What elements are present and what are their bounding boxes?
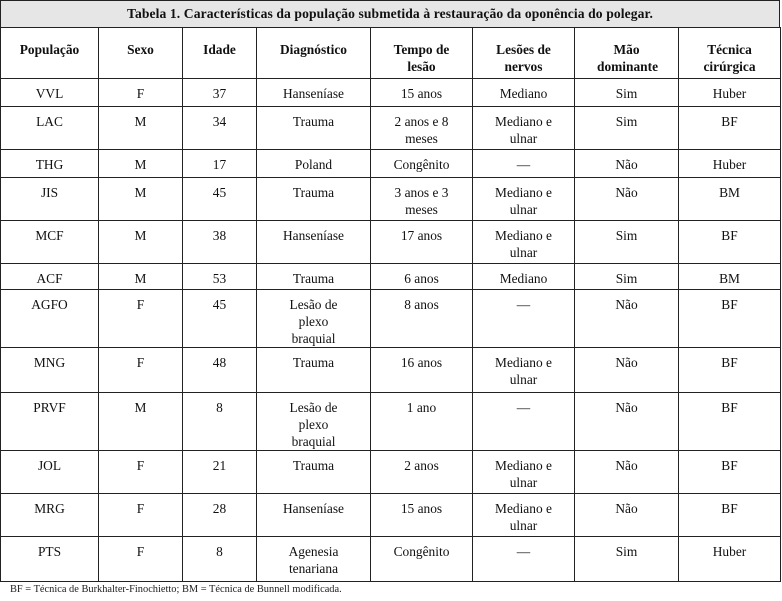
table-row: [1, 79, 781, 107]
cell-diagnostico: Trauma: [257, 451, 371, 494]
cell-tecnica: BF: [679, 348, 781, 393]
cell-tecnica: BF: [679, 221, 781, 264]
cell-lesoes: —: [473, 290, 575, 348]
cell-sexo: M: [99, 107, 183, 150]
cell-idade: 21: [183, 451, 257, 494]
header-tempo: Tempo de lesão: [371, 28, 473, 79]
header-diagnostico: Diagnóstico: [257, 28, 371, 79]
cell-tecnica: BF: [679, 393, 781, 451]
cell-tecnica: BM: [679, 178, 781, 221]
header-tecnica: Técnica cirúrgica: [679, 28, 781, 79]
header-row: [1, 28, 781, 79]
cell-diagnostico: Lesão de plexo braquial: [257, 290, 371, 348]
cell-mao: Não: [575, 290, 679, 348]
cell-diagnostico: Lesão de plexo braquial: [257, 393, 371, 451]
cell-lesoes: —: [473, 150, 575, 178]
table-row: [1, 537, 781, 582]
cell-diagnostico: Hanseníase: [257, 494, 371, 537]
table-row: [1, 290, 781, 348]
header-idade: Idade: [183, 28, 257, 79]
cell-tecnica: BF: [679, 290, 781, 348]
table-row: [1, 494, 781, 537]
footnote: BF = Técnica de Burkhalter-Finochietto; BM = Técnica de Bunnell modificada.: [10, 584, 342, 595]
cell-lesoes: Mediano e ulnar: [473, 178, 575, 221]
cell-tempo: 2 anos e 8 meses: [371, 107, 473, 150]
cell-populacao: MCF: [1, 221, 99, 264]
cell-populacao: VVL: [1, 79, 99, 107]
header-lesoes: Lesões de nervos: [473, 28, 575, 79]
cell-tempo: 17 anos: [371, 221, 473, 264]
cell-mao: Sim: [575, 221, 679, 264]
cell-idade: 45: [183, 178, 257, 221]
cell-tempo: 15 anos: [371, 494, 473, 537]
cell-tempo: Congênito: [371, 150, 473, 178]
cell-idade: 37: [183, 79, 257, 107]
cell-sexo: F: [99, 290, 183, 348]
cell-diagnostico: Trauma: [257, 348, 371, 393]
table-row: [1, 264, 781, 290]
table-title: Tabela 1. Características da população submetida à restauração da oponência do polegar.: [0, 0, 780, 28]
cell-lesoes: Mediano: [473, 264, 575, 290]
cell-lesoes: Mediano: [473, 79, 575, 107]
cell-tecnica: BF: [679, 107, 781, 150]
cell-tecnica: Huber: [679, 150, 781, 178]
cell-tempo: 2 anos: [371, 451, 473, 494]
cell-sexo: M: [99, 393, 183, 451]
cell-mao: Não: [575, 494, 679, 537]
cell-lesoes: Mediano e ulnar: [473, 494, 575, 537]
cell-populacao: JIS: [1, 178, 99, 221]
cell-sexo: F: [99, 494, 183, 537]
cell-diagnostico: Trauma: [257, 178, 371, 221]
cell-populacao: LAC: [1, 107, 99, 150]
table-row: [1, 221, 781, 264]
header-sexo: Sexo: [99, 28, 183, 79]
table-row: [1, 451, 781, 494]
cell-populacao: ACF: [1, 264, 99, 290]
cell-sexo: M: [99, 264, 183, 290]
cell-sexo: M: [99, 150, 183, 178]
cell-lesoes: Mediano e ulnar: [473, 348, 575, 393]
cell-populacao: JOL: [1, 451, 99, 494]
cell-sexo: M: [99, 221, 183, 264]
cell-tempo: 15 anos: [371, 79, 473, 107]
cell-tecnica: BM: [679, 264, 781, 290]
table-row: [1, 107, 781, 150]
cell-tempo: 6 anos: [371, 264, 473, 290]
cell-mao: Não: [575, 178, 679, 221]
cell-idade: 8: [183, 537, 257, 582]
cell-tecnica: Huber: [679, 79, 781, 107]
cell-lesoes: Mediano e ulnar: [473, 221, 575, 264]
cell-mao: Não: [575, 348, 679, 393]
table-row: [1, 393, 781, 451]
cell-idade: 34: [183, 107, 257, 150]
cell-idade: 45: [183, 290, 257, 348]
header-populacao: População: [1, 28, 99, 79]
cell-populacao: MNG: [1, 348, 99, 393]
cell-mao: Não: [575, 393, 679, 451]
cell-tecnica: BF: [679, 451, 781, 494]
cell-diagnostico: Trauma: [257, 264, 371, 290]
cell-mao: Não: [575, 451, 679, 494]
cell-idade: 8: [183, 393, 257, 451]
cell-diagnostico: Hanseníase: [257, 221, 371, 264]
cell-lesoes: —: [473, 393, 575, 451]
cell-mao: Sim: [575, 107, 679, 150]
cell-sexo: F: [99, 348, 183, 393]
cell-idade: 17: [183, 150, 257, 178]
cell-populacao: PRVF: [1, 393, 99, 451]
table-row: [1, 150, 781, 178]
cell-tecnica: Huber: [679, 537, 781, 582]
cell-tempo: 16 anos: [371, 348, 473, 393]
cell-tempo: Congênito: [371, 537, 473, 582]
cell-tempo: 1 ano: [371, 393, 473, 451]
table-row: [1, 348, 781, 393]
cell-lesoes: —: [473, 537, 575, 582]
cell-sexo: F: [99, 79, 183, 107]
cell-idade: 38: [183, 221, 257, 264]
cell-idade: 48: [183, 348, 257, 393]
cell-idade: 53: [183, 264, 257, 290]
cell-lesoes: Mediano e ulnar: [473, 451, 575, 494]
cell-diagnostico: Hanseníase: [257, 79, 371, 107]
cell-populacao: AGFO: [1, 290, 99, 348]
cell-tecnica: BF: [679, 494, 781, 537]
cell-populacao: MRG: [1, 494, 99, 537]
cell-sexo: F: [99, 537, 183, 582]
cell-tempo: 8 anos: [371, 290, 473, 348]
cell-diagnostico: Trauma: [257, 107, 371, 150]
table-body: [1, 79, 781, 582]
cell-mao: Sim: [575, 79, 679, 107]
cell-diagnostico: Poland: [257, 150, 371, 178]
header-mao: Mão dominante: [575, 28, 679, 79]
cell-sexo: M: [99, 178, 183, 221]
population-table: [0, 27, 781, 582]
cell-tempo: 3 anos e 3 meses: [371, 178, 473, 221]
cell-lesoes: Mediano e ulnar: [473, 107, 575, 150]
cell-diagnostico: Agenesia tenariana: [257, 537, 371, 582]
cell-idade: 28: [183, 494, 257, 537]
table-row: [1, 178, 781, 221]
cell-mao: Sim: [575, 537, 679, 582]
cell-populacao: THG: [1, 150, 99, 178]
cell-sexo: F: [99, 451, 183, 494]
cell-populacao: PTS: [1, 537, 99, 582]
cell-mao: Sim: [575, 264, 679, 290]
cell-mao: Não: [575, 150, 679, 178]
